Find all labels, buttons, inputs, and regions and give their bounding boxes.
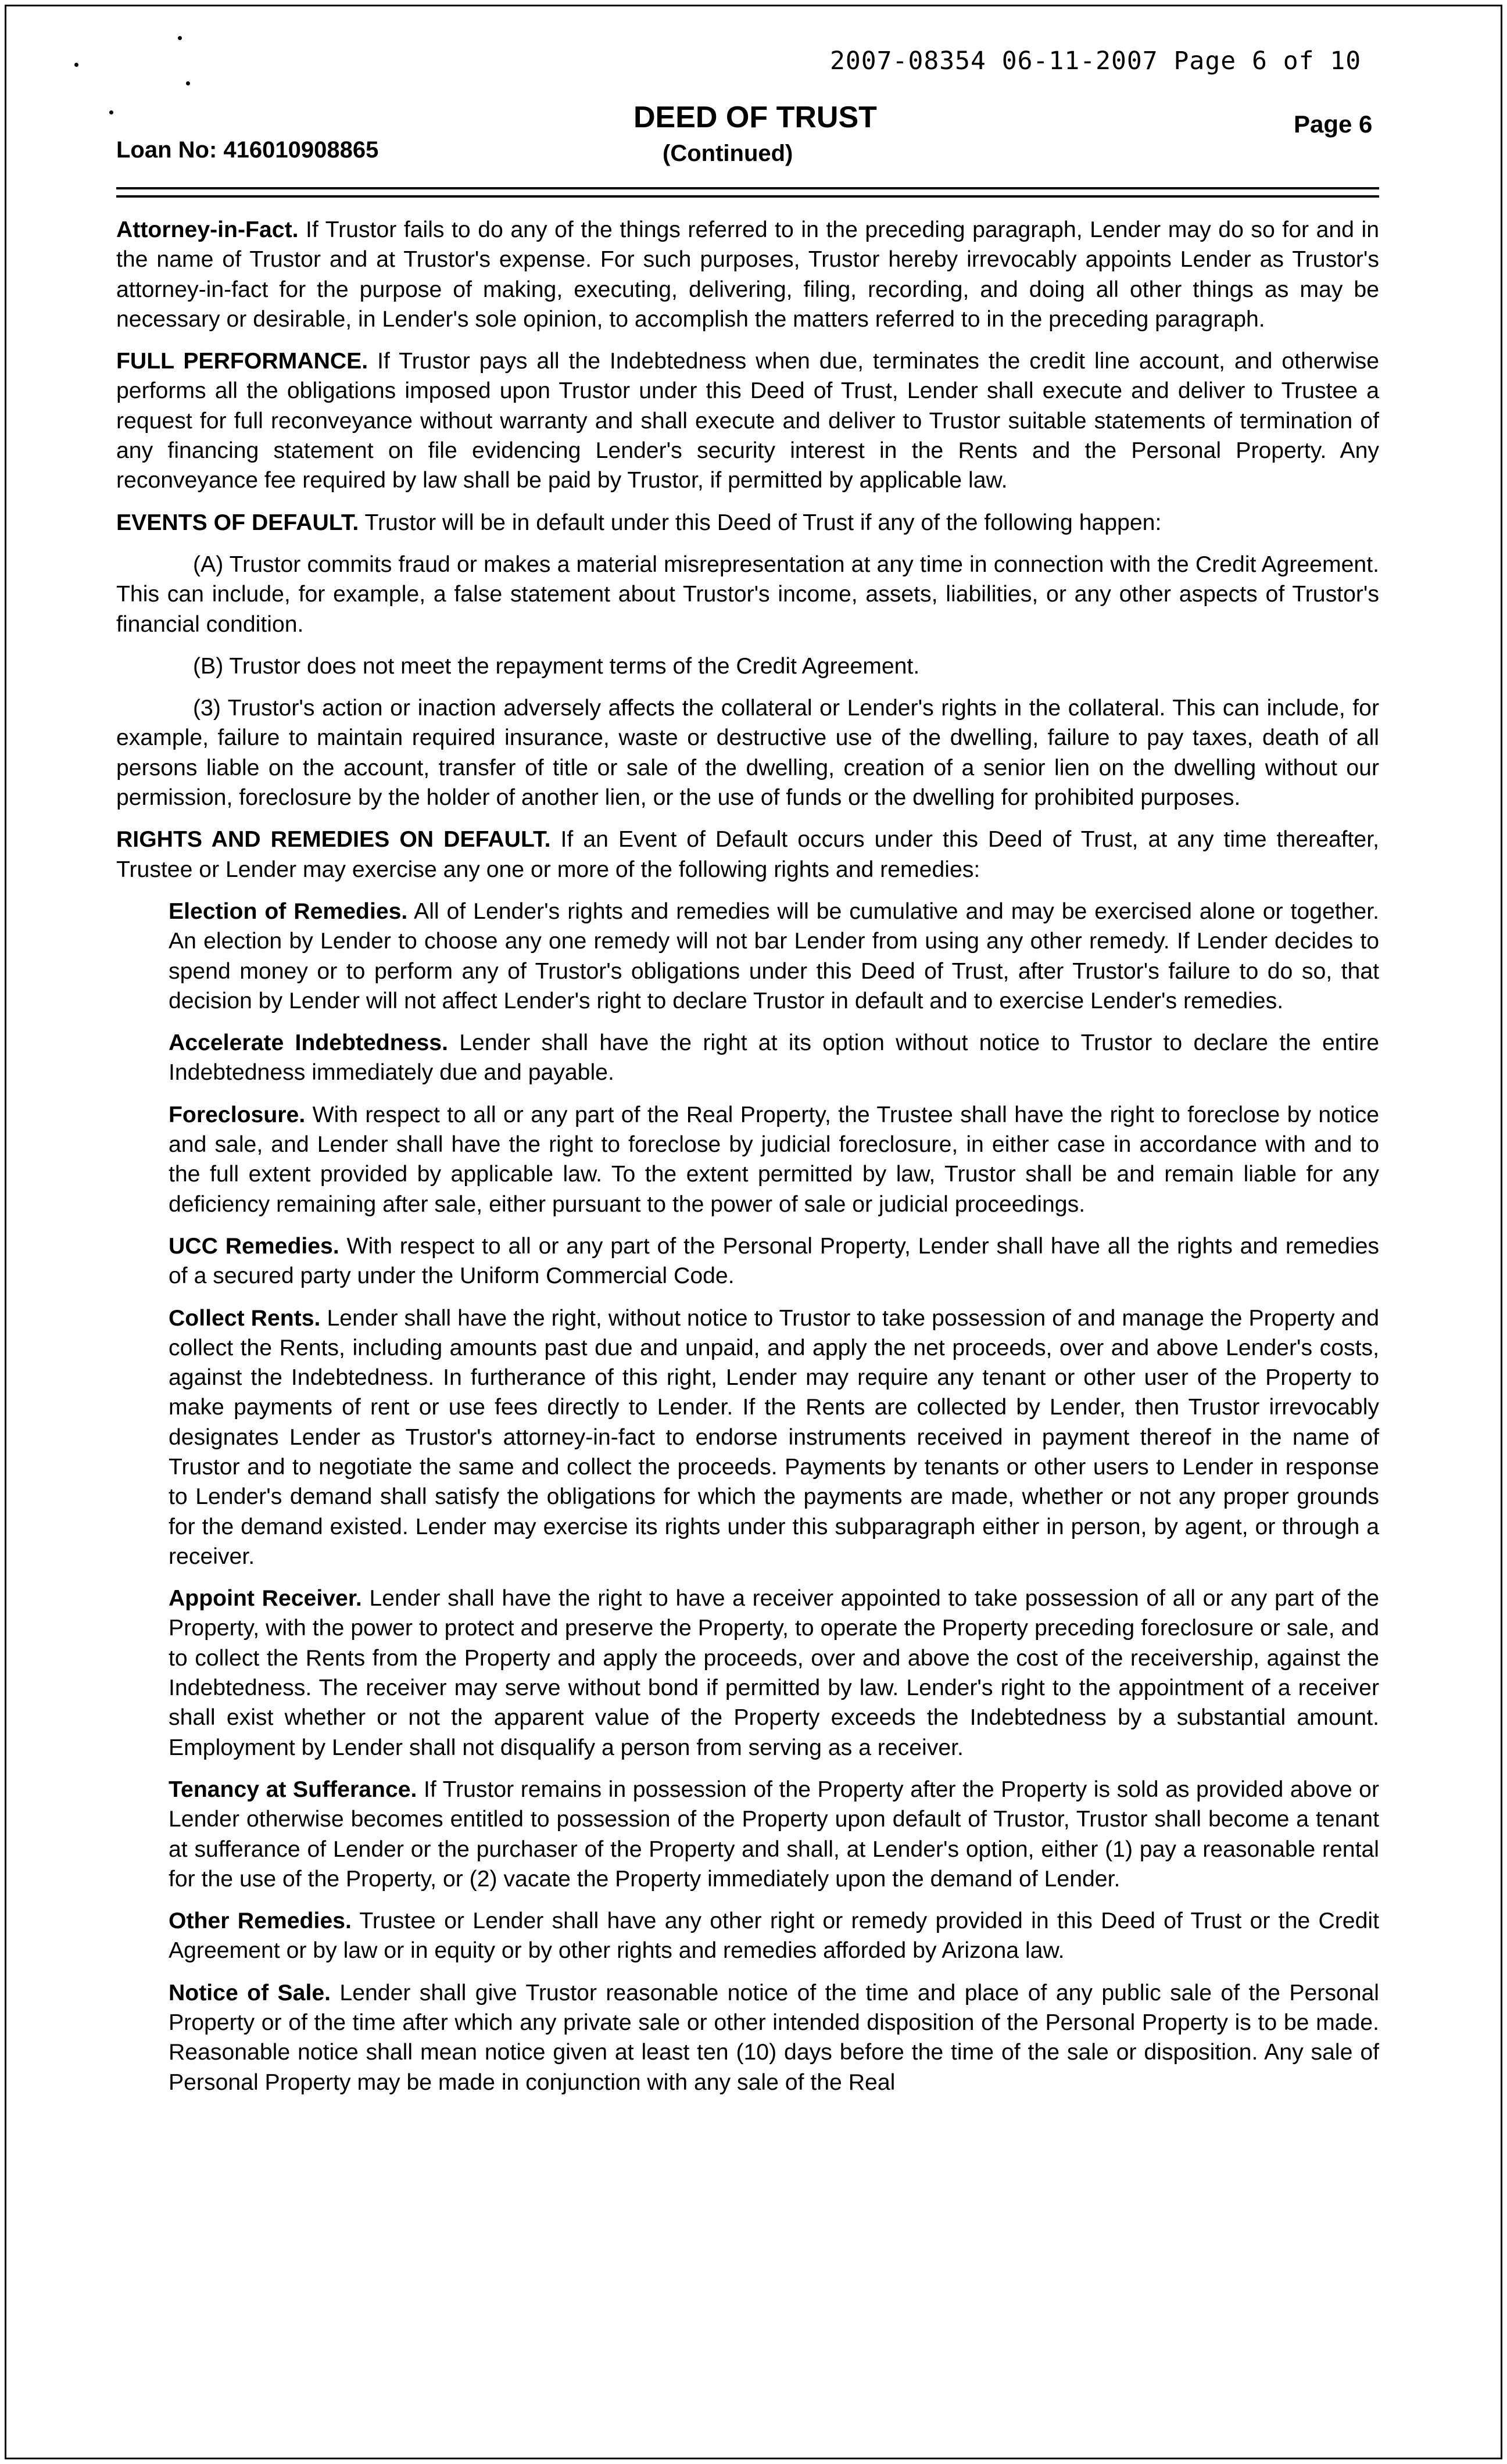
remedy-text: Lender shall give Trustor reasonable notice of the time and place of any public sale of the Personal Property or of the time after which any private sale or other intended disposition of the Personal Property is to be made. Reasonable notice shall mean notice given at least ten (10) days before the time of the sale or disposition. Any sale of Personal Property may be made in conjunction with any sale of the Real: [169, 1980, 1379, 2095]
remedy-heading: Appoint Receiver.: [169, 1586, 362, 1611]
document-header: [0, 0, 1507, 221]
remedy-other: [116, 1906, 1379, 1966]
remedy-collect-rents: [116, 1303, 1379, 1572]
remedy-appoint-receiver: [116, 1584, 1379, 1763]
remedy-text: If Trustor remains in possession of the Property after the Property is sold as provided above or Lender otherwise becomes entitled to possession of the Property upon default of Trustor, Trustor shall become a tenant at sufferance of Lender or the purchaser of the Property and shall, at Lender's option, either (1) pay a reasonable rental for the use of the Property, or (2) vacate the Property immediately upon the demand of Lender.: [169, 1777, 1380, 1892]
loan-number: Loan No: 416010908865: [116, 137, 379, 163]
remedy-notice-of-sale: [116, 1978, 1379, 2097]
section-text: Trustor will be in default under this Deed of Trust if any of the following happen:: [359, 510, 1162, 535]
remedy-heading: Notice of Sale.: [169, 1980, 331, 2005]
remedy-text: All of Lender's rights and remedies will be cumulative and may be exercised alone or together. An election by Lender to choose any one remedy will not bar Lender from using any other remedy. If Lender decides to spend money or to perform any of Trustor's obligations under this Deed of Trust, after Trustor's failure to do so, that decision by Lender will not affect Lender's right to declare Trustor in default and to exercise Lender's remedies.: [169, 898, 1379, 1013]
remedy-heading: Election of Remedies.: [169, 898, 408, 924]
header-rule: [116, 195, 1379, 198]
default-item-3: [116, 693, 1379, 812]
document-subtitle: (Continued): [663, 141, 793, 166]
remedy-heading: Collect Rents.: [169, 1305, 321, 1331]
section-heading: RIGHTS AND REMEDIES ON DEFAULT.: [116, 827, 551, 853]
section-heading: EVENTS OF DEFAULT.: [116, 510, 359, 535]
section-text: If an Event of Default occurs under this Deed of Trust, at any time thereafter, Trustee or Lender may exercise any one or more of the following rights and remedies:: [116, 827, 1380, 882]
remedy-tenancy: [116, 1775, 1379, 1894]
recording-stamp: 2007-08354 06-11-2007 Page 6 of 10: [830, 46, 1362, 76]
remedy-text: With respect to all or any part of the Personal Property, Lender shall have all the rights and remedies of a secured party under the Uniform Commercial Code.: [169, 1233, 1379, 1289]
paragraph-attorney-in-fact: [116, 215, 1379, 334]
document-title: DEED OF TRUST: [633, 101, 877, 134]
remedy-heading: Other Remedies.: [169, 1908, 352, 1934]
default-item-b: [116, 651, 1379, 681]
remedy-heading: UCC Remedies.: [169, 1233, 339, 1259]
page-number: Page 6: [1294, 110, 1373, 138]
remedy-heading: Foreclosure.: [169, 1102, 306, 1127]
section-text: If Trustor pays all the Indebtedness when due, terminates the credit line account, and otherwise performs all the obligations imposed upon Trustor under this Deed of Trust, Lender shall execute and deliver to Trustee a request for full reconveyance without warranty and shall execute and deliver to Trustor suitable statements of termination of any financing statement on file evidencing Lender's security interest in the Rents and the Personal Property. Any reconveyance fee required by law shall be paid by Trustor, if permitted by applicable law.: [116, 349, 1380, 493]
paragraph-rights-and-remedies: [116, 825, 1379, 884]
header-rule: [116, 187, 1379, 189]
section-text: (3) Trustor's action or inaction adversely affects the collateral or Lender's rights in the collateral. This can include, for example, failure to maintain required insurance, waste or destructive use of the dwelling, failure to pay taxes, death of all persons liable on the account, transfer of title or sale of the dwelling, creation of a senior lien on the dwelling without our permission, foreclosure by the holder of another lien, or the use of funds or the dwelling for prohibited purposes.: [116, 696, 1379, 811]
remedy-foreclosure: [116, 1100, 1379, 1219]
section-text: (A) Trustor commits fraud or makes a material misrepresentation at any time in connection with the Credit Agreement. This can include, for example, a false statement about Trustor's income, assets, liabilities, or any other aspects of Trustor's financial condition.: [116, 551, 1379, 637]
paragraph-full-performance: [116, 346, 1379, 495]
section-heading: FULL PERFORMANCE.: [116, 349, 368, 374]
remedy-text: Lender shall have the right to have a receiver appointed to take possession of all or any part of the Property, with the power to protect and preserve the Property, to operate the Property preceding foreclosure or sale, and to collect the Rents from the Property and apply the proceeds, over and above the cost of the receivership, against the Indebtedness. The receiver may serve without bond if permitted by law. Lender's right to the appointment of a receiver shall exist whether or not the apparent value of the Property exceeds the Indebtedness by a substantial amount. Employment by Lender shall not disqualify a person from serving as a receiver.: [169, 1586, 1379, 1760]
remedy-text: Lender shall have the right, without notice to Trustor to take possession of and manage the Property and collect the Rents, including amounts past due and unpaid, and apply the net proceeds, over and above Lender's costs, against the Indebtedness. In furtherance of this right, Lender may require any tenant or other user of the Property to make payments of rent or use fees directly to Lender. If the Rents are collected by Lender, then Trustor irrevocably designates Lender as Trustor's attorney-in-fact to endorse instruments received in payment thereof in the name of Trustor and to negotiate the same and collect the proceeds. Payments by tenants or other users to Lender in response to Lender's demand shall satisfy the obligations for which the payments are made, whether or not any proper grounds for the demand existed. Lender may exercise its rights under this subparagraph either in person, by agent, or through a receiver.: [169, 1305, 1379, 1569]
remedy-text: Lender shall have the right at its option without notice to Trustor to declare the entire Indebtedness immediately due and payable.: [169, 1030, 1380, 1086]
remedy-heading: Accelerate Indebtedness.: [169, 1030, 448, 1056]
default-item-a: [116, 550, 1379, 639]
section-text: (B) Trustor does not meet the repayment terms of the Credit Agreement.: [193, 653, 920, 679]
paragraph-events-of-default: [116, 508, 1379, 538]
remedy-accelerate: [116, 1028, 1379, 1088]
remedy-text: Trustee or Lender shall have any other right or remedy provided in this Deed of Trust or the Credit Agreement or by law or in equity or by other rights and remedies afforded by Arizona law.: [169, 1908, 1379, 1964]
document-body: [116, 215, 1379, 2110]
remedy-election: [116, 897, 1379, 1016]
section-heading: Attorney-in-Fact.: [116, 217, 299, 242]
remedy-text: With respect to all or any part of the Real Property, the Trustee shall have the right to foreclose by notice and sale, and Lender shall have the right to foreclose by judicial foreclosure, in either case in accordance with and to the full extent provided by applicable law. To the extent permitted by law, Trustor shall be and remain liable for any deficiency remaining after sale, either pursuant to the power of sale or judicial proceedings.: [169, 1102, 1379, 1217]
remedy-ucc: [116, 1231, 1379, 1291]
section-text: If Trustor fails to do any of the things referred to in the preceding paragraph, Lender may do so for and in the name of Trustor and at Trustor's expense. For such purposes, Trustor hereby irrevocably appoints Lender as Trustor's attorney-in-fact for the purpose of making, executing, delivering, filing, recording, and doing all other things as may be necessary or desirable, in Lender's sole opinion, to accomplish the matters referred to in the preceding paragraph.: [116, 217, 1379, 332]
remedy-heading: Tenancy at Sufferance.: [169, 1777, 417, 1802]
